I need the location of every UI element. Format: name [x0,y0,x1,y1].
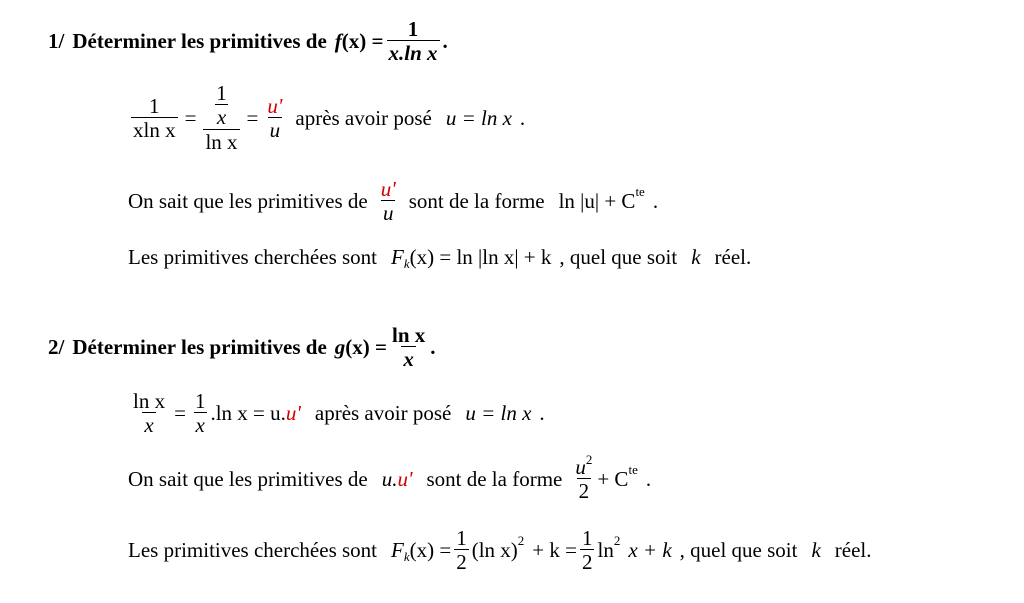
half-fraction-1 [454,527,469,574]
part2-known [128,452,652,504]
period: . [519,105,526,130]
result-end: , quel que soit [559,245,678,269]
after-text: après avoir posé [314,401,452,426]
F-symbol: F [391,538,404,563]
part1-f-symbol: f [334,29,342,54]
substitution: u = ln x [465,401,532,426]
ln-x-paren: (ln x) [471,538,518,563]
equals-sign: = [174,401,186,426]
plus-k-equals: + k = [532,538,577,563]
real-text: réel. [714,245,752,269]
fraction-numerator: 1 [407,17,419,41]
equals-sign: = [184,105,197,130]
fraction-numerator [209,82,234,129]
fraction-numerator [573,452,594,479]
F-symbol: F [391,245,404,269]
F-subscript: k [403,255,410,271]
k-symbol: k [691,245,701,269]
u-symbol: u [575,455,586,479]
derivation-fraction-1 [131,390,167,437]
constant-superscript: te [628,461,638,477]
fraction-numerator: 1 [456,526,467,550]
constant-term: + C [597,467,629,492]
known-text: On sait que les primitives de [128,467,368,492]
period: . [652,189,659,214]
result-text: Les primitives cherchées sont [128,245,378,269]
part2-g-arg: (x) = [345,335,387,360]
u-prime: u' [397,467,413,492]
k-symbol: k [811,538,821,563]
fraction-denominator: u [382,201,394,226]
fraction-denominator: x [403,347,414,372]
fraction-numerator: 1 [216,81,227,105]
part1-derivation [128,82,525,154]
square-exponent: 2 [585,452,593,467]
part2-result [128,527,872,574]
fraction-numerator: 1 [149,93,160,118]
result-lhs: (x) = [409,538,452,563]
period: . [539,401,545,426]
part1-heading [48,18,448,65]
part2-heading [48,324,436,371]
fraction-numerator: 1 [194,389,206,413]
period: . [442,29,448,54]
part1-f-arg: (x) = [341,29,384,54]
part1-result [128,245,751,270]
derivation-fraction-3 [265,95,284,142]
part2-heading-text: Déterminer les primitives de [72,335,327,360]
half-fraction-2 [580,527,595,574]
fraction-numerator: u' [267,93,283,118]
fraction-denominator: x [195,413,205,438]
fraction-denominator: xln x [133,117,176,142]
u-prime: u' [285,401,301,426]
fraction-denominator: x [144,413,154,438]
fraction-numerator: ln x [133,389,166,413]
square-exponent: 2 [613,532,621,548]
part2-number: 2/ [48,335,65,360]
fraction-numerator: 1 [581,526,593,550]
equals-sign: = [246,105,259,130]
part1-heading-text: Déterminer les primitives de [72,29,327,54]
u-symbol: u. [381,467,398,492]
ln-symbol: ln [597,538,614,563]
derivation-fraction-2 [203,82,239,154]
fraction-numerator: ln x [392,323,426,347]
fraction-denominator: u [269,117,281,142]
known-text-2: sont de la forme [408,189,545,214]
derivation-fraction-2 [193,390,208,437]
part1-heading-fraction [387,18,440,65]
F-subscript: k [403,548,410,564]
primitive-form: ln |u| + C [558,189,636,214]
known-text: On sait que les primitives de [128,189,368,214]
derivation-middle: .ln x = u. [210,401,286,426]
fraction-denominator: 2 [581,550,593,575]
fraction-numerator: u' [380,177,396,201]
part1-number: 1/ [48,29,65,54]
part2-g-symbol: g [334,335,346,360]
period: . [430,335,436,360]
derivation-fraction-1 [131,95,178,142]
part2-derivation [128,390,545,437]
known-fraction [379,178,398,225]
known-text-2: sont de la forme [426,467,563,492]
result-expression: (x) = ln |ln x| + k [409,245,552,269]
real-text: réel. [834,538,872,563]
part2-heading-fraction [390,324,427,371]
fraction-denominator: x [216,105,227,130]
result-end: , quel que soit [679,538,798,563]
square-exponent: 2 [517,532,525,548]
after-text: après avoir posé [295,105,432,130]
result-text: Les primitives cherchées sont [128,538,378,563]
fraction-denominator: ln x [205,130,238,155]
part1-known [128,178,658,225]
constant-superscript: te [635,183,645,199]
fraction-denominator: x.ln x [388,41,438,66]
period: . [645,467,652,492]
fraction-denominator: 2 [578,479,590,504]
fraction-denominator: 2 [456,550,467,575]
substitution: u = ln x [445,105,512,130]
x-plus-k: x + k [628,538,672,563]
inner-fraction [214,82,229,129]
known-fraction [573,452,594,504]
